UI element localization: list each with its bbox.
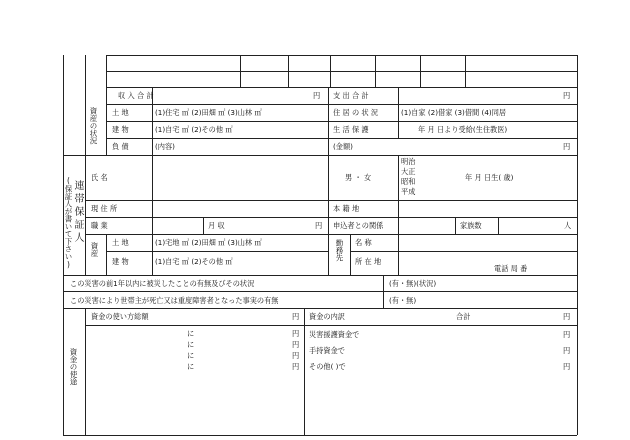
usage-prefix: に	[187, 340, 195, 349]
breakdown-label: 災害援護資金で	[309, 330, 360, 339]
assets-section-label: 資産の状況	[89, 107, 98, 145]
guarantor-gender: 男 ・ 女	[345, 173, 372, 182]
guarantor-address-label: 現 住 所	[91, 204, 118, 213]
guarantor-name-label: 氏 名	[91, 173, 108, 182]
breakdown-label: 手持資金で	[309, 346, 345, 355]
welfare-text: 年 月 日より受給(生住教医)	[418, 125, 508, 134]
guarantor-building-options: (1)自宅 ㎡ (2)その他 ㎡	[155, 257, 233, 266]
funds-usage-unit: 円	[292, 312, 300, 321]
breakdown-unit: 円	[563, 362, 571, 371]
debt-content: (内容)	[155, 142, 175, 151]
breakdown-unit: 円	[563, 346, 571, 355]
breakdown-unit: 円	[563, 330, 571, 339]
usage-unit: 円	[292, 362, 300, 371]
guarantor-section-label: 連帯保証人	[72, 180, 83, 245]
workplace-label: 勤務先	[335, 239, 344, 262]
era-item: 平成	[401, 187, 416, 196]
expense-total-unit: 円	[563, 91, 571, 100]
housing-options: (1)自家 (2)借家 (3)借間 (4)同居	[401, 108, 507, 117]
debt-label: 負 債	[112, 142, 129, 151]
guarantor-domicile-label: 本 籍 地	[333, 204, 360, 213]
death-question: この災害により世帯主が死亡又は重度障害者となった事実の有無	[70, 296, 279, 305]
guarantor-birth: 年 月 日生( 歳)	[465, 173, 514, 182]
guarantor-assets-label: 資産	[90, 242, 99, 257]
death-answer: (有・無)	[389, 296, 417, 305]
debt-unit: 円	[563, 142, 571, 151]
prior-damage-question: この災害の前1年以内に被災したことの有無及びその状況	[70, 279, 255, 288]
funds-usage-header: 資金の使い方総額	[91, 312, 149, 321]
assets-land-label: 土 地	[112, 108, 129, 117]
guarantor-occupation-label: 職 業	[91, 221, 108, 230]
income-total-label: 収 入 合 計	[118, 91, 154, 100]
guarantor-monthly-income-label: 月 収	[208, 221, 225, 230]
assets-land-options: (1)住宅 ㎡ (2)田畑 ㎡ (3)山林 ㎡	[155, 108, 262, 117]
guarantor-land-options: (1)宅地 ㎡ (2)田畑 ㎡ (3)山林 ㎡	[155, 238, 262, 247]
expense-total-label: 支 出 合 計	[333, 91, 369, 100]
guarantor-section-note: (保証人が書いて下さい)	[64, 176, 73, 269]
debt-amount: (金額)	[333, 142, 353, 151]
usage-prefix: に	[187, 351, 195, 360]
funds-breakdown-total: 合計	[456, 312, 471, 321]
funds-section-label: 資金の使途	[69, 348, 78, 386]
usage-unit: 円	[292, 351, 300, 360]
workplace-address-label: 所 在 地	[355, 257, 382, 266]
usage-prefix: に	[187, 362, 195, 371]
housing-label: 住 居 の 状 況	[333, 108, 379, 117]
guarantor-family-count-label: 家族数	[460, 221, 482, 230]
prior-damage-answer: (有・無)(状況)	[389, 279, 437, 288]
workplace-phone: 電話 局 番	[494, 264, 528, 273]
workplace-name-label: 名 称	[355, 238, 372, 247]
assets-building-label: 建 物	[112, 125, 129, 134]
usage-unit: 円	[292, 340, 300, 349]
era-item: 大正	[401, 167, 416, 176]
funds-breakdown-total-unit: 円	[563, 312, 571, 321]
guarantor-building-label: 建 物	[112, 257, 129, 266]
funds-breakdown-header: 資金の内訳	[309, 312, 345, 321]
usage-prefix: に	[187, 329, 195, 338]
breakdown-label: その他( )で	[309, 362, 346, 371]
guarantor-monthly-income-unit: 円	[315, 221, 323, 230]
era-item: 昭和	[401, 177, 416, 186]
guarantor-land-label: 土 地	[112, 238, 129, 247]
guarantor-relation-label: 申込者との関係	[333, 221, 384, 230]
income-total-unit: 円	[313, 91, 321, 100]
assets-building-options: (1)自宅 ㎡ (2)その他 ㎡	[155, 125, 233, 134]
guarantor-family-count-unit: 人	[564, 221, 572, 230]
era-item: 明治	[401, 157, 416, 166]
usage-unit: 円	[292, 329, 300, 338]
welfare-label: 生 活 保 護	[333, 125, 369, 134]
